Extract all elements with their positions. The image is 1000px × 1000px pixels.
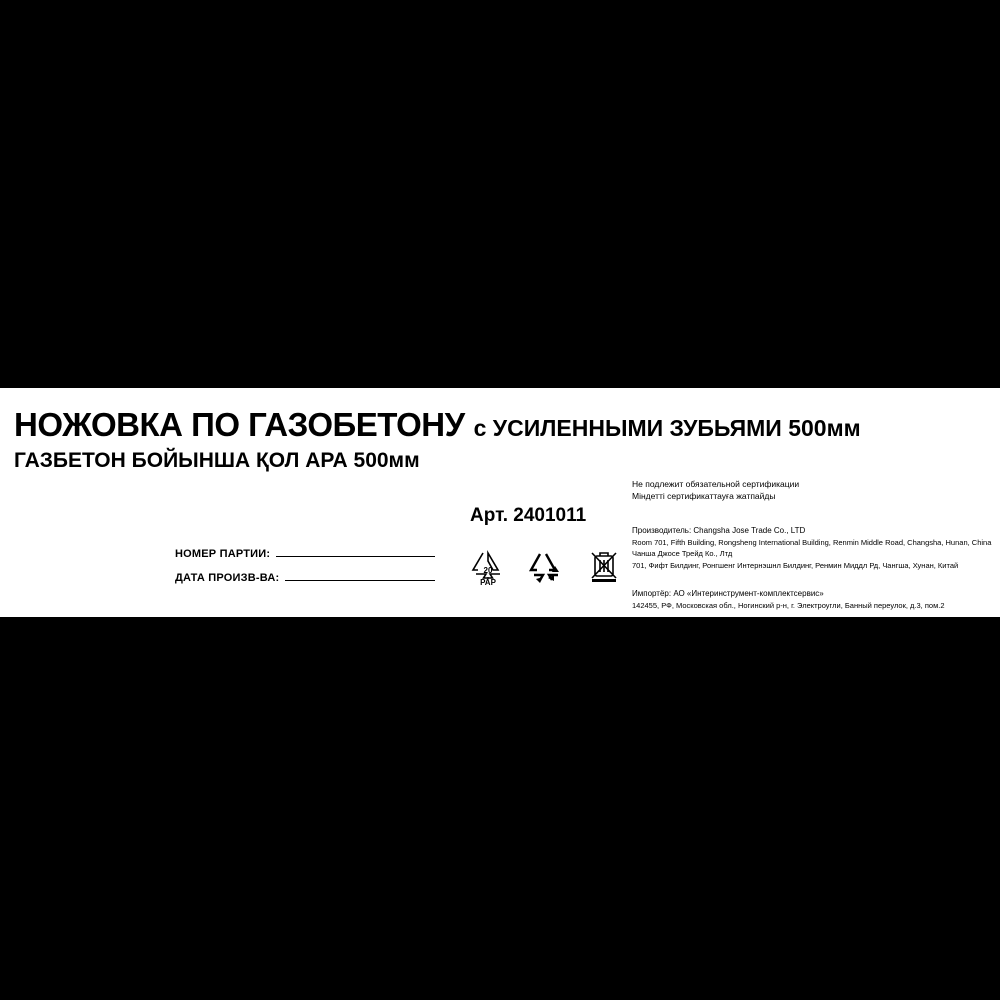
manufacturer-address-line-2: Чанша Джосе Трейд Ко., Лтд [632, 549, 733, 559]
batch-fields [175, 546, 435, 594]
certification-note-kk: Міндетті сертификаттауға жатпайды [632, 491, 776, 502]
svg-text:PAP: PAP [480, 578, 496, 587]
legal-text-block [632, 478, 992, 611]
certification-note-ru: Не подлежит обязательной сертификации [632, 479, 800, 489]
svg-text:20: 20 [483, 566, 493, 575]
manufacturer-address-line-3: 701, Фифт Билдинг, Ронгшенг Интернэшнл Билдинг, Ренмин Миддл Рд, Чангша, Хунан, Китай [632, 560, 959, 570]
importer-title: Импортёр: АО «Интеринструмент-комплектсервис» [632, 588, 824, 598]
field-production-date[interactable] [175, 570, 435, 584]
pap-20-recycling-icon [466, 548, 510, 588]
crossed-out-wheelie-bin-icon [582, 548, 626, 588]
article-number: Арт. 2401011 [470, 505, 587, 526]
field-batch-number-label: НОМЕР ПАРТИИ: [175, 548, 271, 560]
marking-icons [466, 548, 626, 588]
label-band [0, 388, 1000, 617]
headline-kazakh: ГАЗБЕТОН БОЙЫНША ҚОЛ АРА 500мм [14, 449, 420, 472]
mobius-loop-recycling-icon [524, 548, 568, 588]
manufacturer-title: Производитель: Changsha Jose Trade Co., LTD [632, 525, 806, 535]
headline [14, 408, 861, 441]
headline-main: НОЖОВКА ПО ГАЗОБЕТОНУ [14, 406, 465, 443]
field-batch-number-line[interactable] [276, 546, 435, 557]
manufacturer-address-line-1: Room 701, Fifth Building, Rongsheng International Building, Renmin Middle Road, Changsha, Hunan, China [632, 537, 992, 547]
field-production-date-label: ДАТА ПРОИЗВ-ВА: [175, 572, 280, 584]
manufacturer-address [632, 537, 992, 572]
certification-note [632, 478, 992, 503]
field-production-date-line[interactable] [285, 570, 435, 581]
headline-sub: с УСИЛЕННЫМИ ЗУБЬЯМИ 500мм [473, 415, 861, 441]
importer-address-line-1: 142455, РФ, Московская обл., Ногинский р-н, г. Электроугли, Банный переулок, д.3, пом.2 [632, 600, 945, 610]
importer-address [632, 600, 992, 612]
field-batch-number[interactable] [175, 546, 435, 560]
